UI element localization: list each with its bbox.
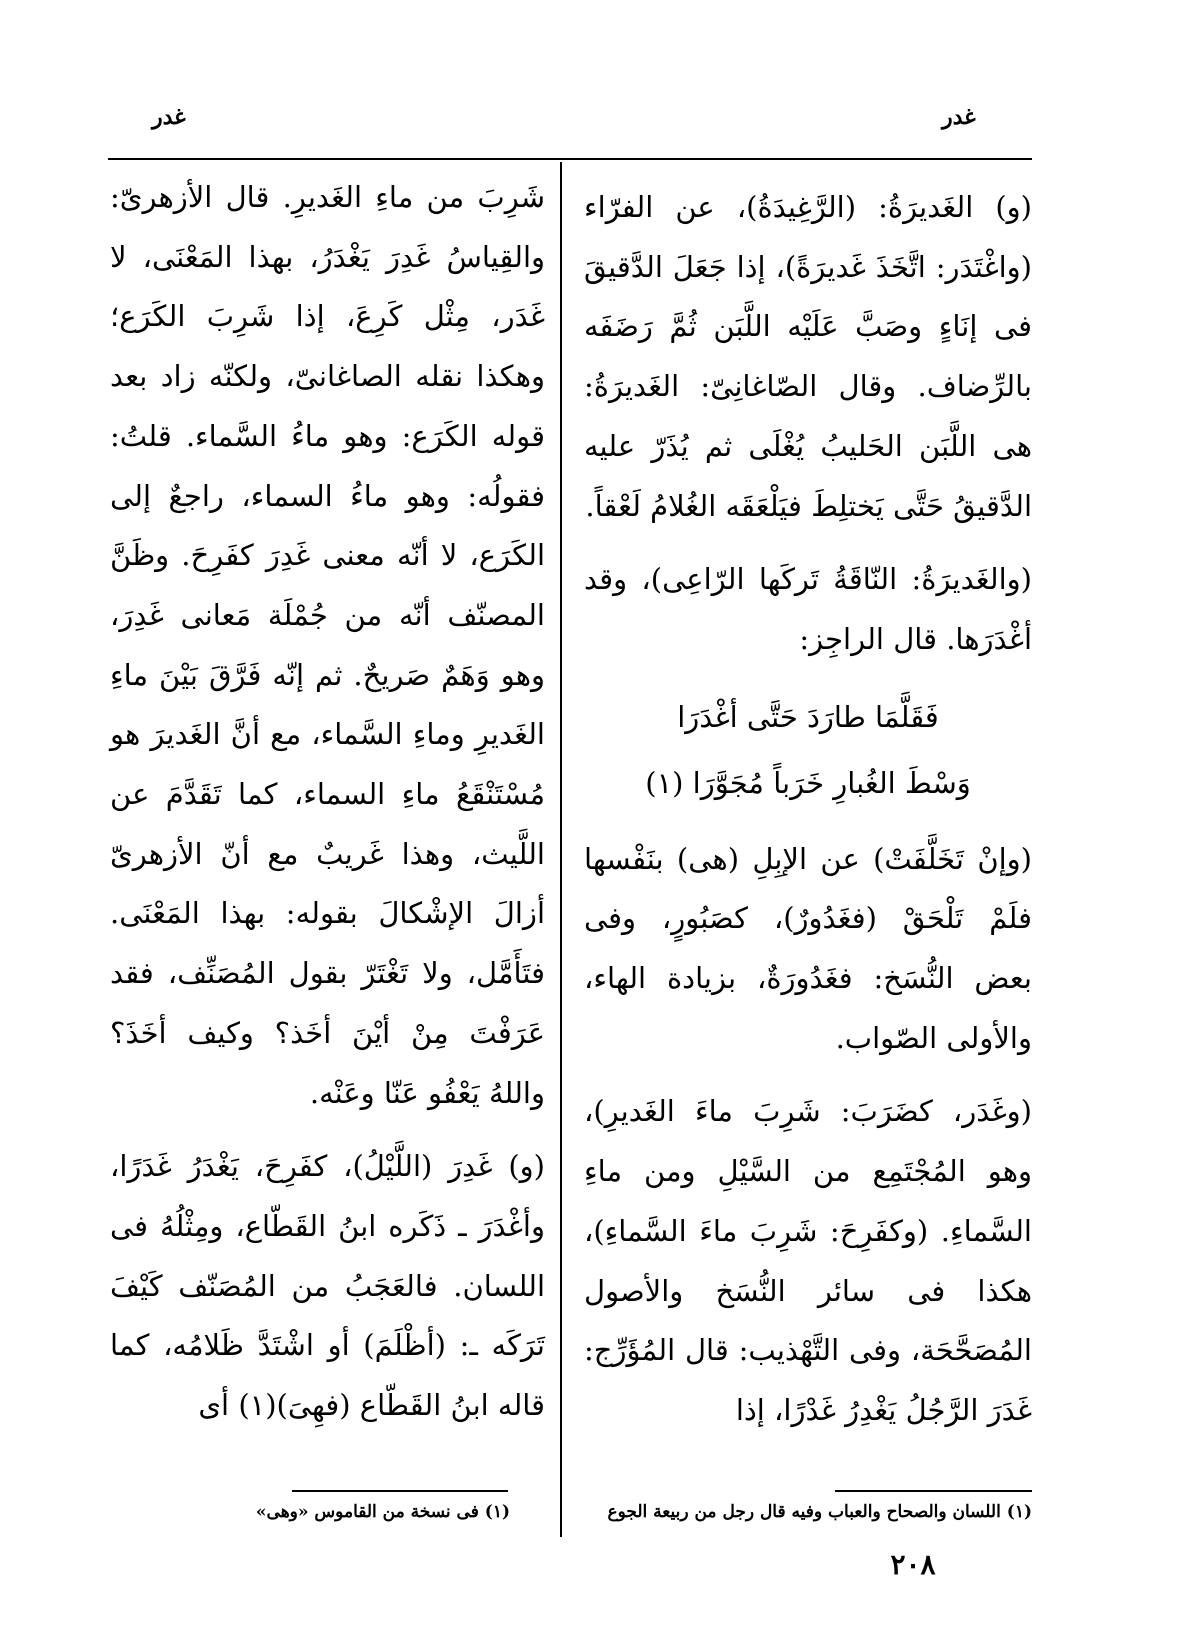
left-paragraph-2: (و) غَدِرَ (اللَّيْلُ)، كفَرِحَ، يَغْدَرُ غَدَرًا، وأغْدَرَ ـ ذَكَره ابنُ القَطّاع، ومِثْلُهُ فى اللسان. فالعَجَبُ من المُصَنّف كَيْفَ تَرَكَه ـ: (أظْلَمَ) أو اشْتَدَّ ظَلامُه، كما قاله ابنُ القَطّاع (فهِىَ)(١) أى (110, 1149, 545, 1423)
column-divider (560, 162, 562, 1537)
footnote-left: (١) فى نسخة من القاموس «وهى» (255, 1502, 510, 1522)
running-head-left: غدر (152, 104, 186, 130)
right-paragraph-3: (وإنْ تَخَلَّفَتْ) عن الإبِلِ (هى) بنَفْسها فلَمْ تَلْحَقْ (فغَدُورٌ)، كصَبُورٍ، وفى بعض النُّسَخ: فغَدُورَةٌ، بزيادة الهاء، والأولى الصّواب. (584, 841, 1032, 1055)
footnote-rule-left (292, 1490, 508, 1492)
page-number: ٢٠٨ (890, 1548, 936, 1581)
poetry-verse (584, 684, 1032, 816)
verse-line-1: فَقَلَّمَا طارَدَ حَتَّى أغْدَرَا (677, 699, 939, 734)
right-paragraph-4: (وغَدَر، كضَرَبَ: شَرِبَ ماءَ الغَديرِ)، وهو المُجْتَمِع من السَّيْلِ ومن ماءِ السَّماءِ. (وكفَرِحَ: شَرِبَ ماءَ السَّماءِ)، هكذا فى سائر النُّسَخ والأصول المُصَحَّحَة، وفى التَّهْذيب: قال المُؤَرِّج: غَدَرَ الرَّجُلُ يَغْدِرُ غَدْرًا، إذا (584, 1094, 1032, 1427)
footnote-rule-right (835, 1490, 1032, 1492)
footnote-right: (١) اللسان والصحاح والعباب وفيه قال رجل من ربيعة الجوع (607, 1502, 1032, 1522)
verse-line-2: وَسْطَ الغُبارِ خَرَباً مُجَوَّرَا (١) (645, 765, 971, 800)
right-column (584, 178, 1032, 1441)
left-column (110, 168, 545, 1436)
left-paragraph-1: شَرِبَ من ماءِ الغَديرِ. قال الأزهرىّ: والقِياسُ غَدِرَ يَغْدَرُ، بهذا المَعْنَى، لا غَدَر، مِثْل كَرِعَ، إذا شَرِبَ الكَرَع؛ وهكذا نقله الصاغانىّ، ولكنّه زاد بعد قوله الكَرَع: وهو ماءُ السَّماء. قلتُ: فقولُه: وهو ماءُ السماء، راجعٌ إلى الكَرَع، لا أنّه معنى غَدِرَ كفَرِحَ. وظَنَّ المصنّف أنّه من جُمْلَة مَعانى غَدِرَ، وهو وَهَمٌ صَريحٌ. ثم إنّه فَرَّقَ بَيْنَ ماءِ الغَديرِ وماءِ السَّماء، مع أنَّ الغَديرَ هو مُسْتَنْقَعُ ماءِ السماء، كما تَقَدَّمَ عن اللَّيث، وهذا غَريبٌ مع أنّ الأزهرىّ أزالَ الإشْكالَ بقوله: بهذا المَعْنَى. فتَأَمَّل، ولا تَغْتَرّ بقول المُصَنِّف، فقد عَرَفْتَ مِنْ أيْنَ أخَذ؟ وكيف أخَذَ؟ واللهُ يَعْفُو عَنّا وعَنْه. (110, 180, 545, 1110)
running-head-right: غدر (942, 104, 976, 130)
right-paragraph-2: (والغَديرَةُ: النّاقَةُ تَركَها الرّاعِى)، وقد أغْدَرَها. قال الراجِز: (584, 562, 1032, 656)
header-rule (108, 158, 1032, 160)
right-paragraph-1: (و) الغَديرَةُ: (الرَّغِيدَةُ)، عن الفرّاء (واغْتَدَر: اتَّخَذَ غَديرَةً)، إذا جَعَلَ الدَّقيقَ فى إنَاءٍ وصَبَّ عَلَيْه اللَّبَن ثُمَّ رَضَفَه بالرِّضاف. وقال الصّاغانِىّ: الغَديرَةُ: هى اللَّبَن الحَليبُ يُغْلَى ثم يُذَرّ عليه الدَّقيقُ حَتَّى يَختلِطَ فيَلْعَقَه الغُلامُ لَعْقاً. (584, 190, 1032, 523)
